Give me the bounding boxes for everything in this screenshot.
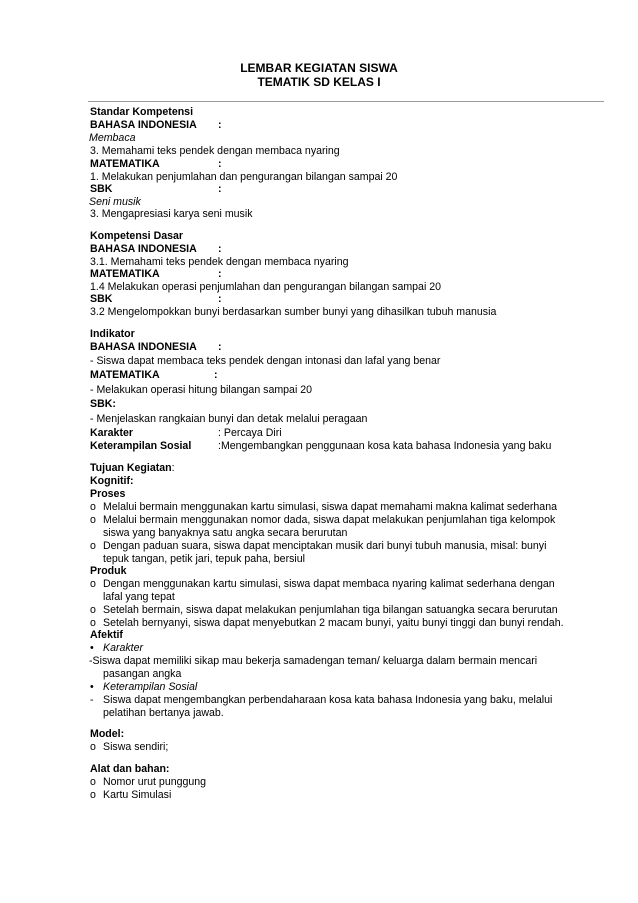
karakter-item-continued: pasangan angka — [103, 668, 182, 680]
circle-bullet-icon: o — [90, 514, 96, 526]
circle-bullet-icon: o — [90, 578, 96, 590]
ind-bi-item: Siswa dapat membaca teks pendek dengan intonasi dan lafal yang benar — [96, 355, 441, 367]
sk-mat-label: MATEMATIKA — [90, 158, 160, 170]
kd-sbk-label: SBK — [90, 293, 113, 305]
proses-item-continued: tepuk tangan, petik jari, tepuk paha, bersiul — [103, 553, 306, 565]
afektif-heading: Afektif — [90, 629, 123, 641]
karakter-label: Karakter — [90, 427, 133, 439]
kognitif-heading: Kognitif: — [90, 475, 134, 487]
kd-bi-colon: : — [218, 243, 222, 255]
sk-heading: Standar Kompetensi — [90, 106, 194, 118]
alat-heading: Alat dan bahan: — [90, 763, 170, 775]
sk-sbk-item: 3. Mengapresiasi karya seni musik — [90, 208, 253, 220]
dot-bullet-icon: • — [90, 681, 94, 693]
sk-bi-label: BAHASA INDONESIA — [90, 119, 197, 131]
kd-mat-label: MATEMATIKA — [90, 268, 160, 280]
kd-mat-colon: : — [218, 268, 222, 280]
ind-mat-label: MATEMATIKA — [90, 369, 160, 381]
ind-sbk-item: Menjelaskan rangkaian bunyi dan detak melalui peragaan — [96, 413, 368, 425]
circle-bullet-icon: o — [90, 540, 96, 552]
dot-bullet-icon: • — [90, 642, 94, 654]
model-item: Siswa sendiri; — [103, 741, 169, 753]
circle-bullet-icon: o — [90, 604, 96, 616]
sk-mat-item: 1. Melakukan penjumlahan dan pengurangan bilangan sampai 20 — [90, 171, 398, 183]
sosial-subheading: Keterampilan Sosial — [103, 681, 198, 693]
proses-heading: Proses — [90, 488, 126, 500]
model-heading: Model: — [90, 728, 125, 740]
ind-bi-label: BAHASA INDONESIA — [90, 341, 197, 353]
sk-bi-colon: : — [218, 119, 222, 131]
kd-bi-label: BAHASA INDONESIA — [90, 243, 197, 255]
ind-bi-colon: : — [218, 341, 222, 353]
proses-item: Melalui bermain menggunakan kartu simulasi, siswa dapat memahami makna kalimat sederhana — [103, 501, 557, 513]
produk-item: Setelah bernyanyi, siswa dapat menyebutkan 2 macam bunyi, yaitu bunyi tinggi dan bunyi rendah. — [103, 617, 564, 629]
page-subtitle: TEMATIK SD KELAS I — [257, 75, 381, 89]
sk-sbk-label: SBK — [90, 183, 113, 195]
alat-item: Kartu Simulasi — [103, 789, 172, 801]
indikator-heading: Indikator — [90, 328, 135, 340]
circle-bullet-icon: o — [90, 789, 96, 801]
circle-bullet-icon: o — [90, 776, 96, 788]
sosial-item-continued: pelatihan bertanya jawab. — [103, 707, 224, 719]
karakter-item: -Siswa dapat memiliki sikap mau bekerja samadengan teman/ keluarga dalam bermain mencari — [89, 655, 538, 667]
sk-mat-colon: : — [218, 158, 222, 170]
sk-sbk-sub: Seni musik — [89, 196, 141, 208]
page-title: LEMBAR KEGIATAN SISWA — [240, 61, 398, 75]
kd-bi-item: 3.1. Memahami teks pendek dengan membaca nyaring — [90, 256, 349, 268]
produk-item-continued: lafal yang tepat — [103, 591, 175, 603]
ind-mat-colon: : — [214, 369, 218, 381]
tujuan-heading: Tujuan Kegiatan — [90, 462, 172, 474]
header-divider — [88, 101, 604, 102]
sosial-label: Keterampilan Sosial — [90, 440, 192, 452]
produk-heading: Produk — [90, 565, 127, 577]
circle-bullet-icon: o — [90, 741, 96, 753]
alat-item: Nomor urut punggung — [103, 776, 207, 788]
sk-sbk-colon: : — [218, 183, 222, 195]
sosial-value: :Mengembangkan penggunaan kosa kata bahasa Indonesia yang baku — [218, 440, 552, 452]
dash-bullet: - — [90, 413, 94, 425]
proses-item: Melalui bermain menggunakan nomor dada, siswa dapat melakukan penjumlahan tiga kelompok — [103, 514, 556, 526]
sk-bi-item: 3. Memahami teks pendek dengan membaca nyaring — [90, 145, 340, 157]
sk-bi-sub: Membaca — [89, 132, 136, 144]
circle-bullet-icon: o — [90, 617, 96, 629]
karakter-value: : Percaya Diri — [218, 427, 282, 439]
kd-heading: Kompetensi Dasar — [90, 230, 184, 242]
kd-sbk-item: 3.2 Mengelompokkan bunyi berdasarkan sumber bunyi yang dihasilkan tubuh manusia — [90, 306, 497, 318]
kd-mat-item: 1.4 Melakukan operasi penjumlahan dan pengurangan bilangan sampai 20 — [90, 281, 442, 293]
proses-item: Dengan paduan suara, siswa dapat menciptakan musik dari bunyi tubuh manusia, misal: bunyi — [103, 540, 547, 552]
proses-item-continued: siswa yang banyaknya satu angka secara berurutan — [103, 527, 348, 539]
kd-sbk-colon: : — [218, 293, 222, 305]
produk-item: Dengan menggunakan kartu simulasi, siswa dapat membaca nyaring kalimat sederhana dengan — [103, 578, 555, 590]
dash-bullet: - — [90, 355, 94, 367]
circle-bullet-icon: o — [90, 501, 96, 513]
dash-bullet: - — [90, 694, 94, 706]
ind-sbk-label: SBK: — [90, 398, 116, 410]
tujuan-colon: : — [171, 462, 175, 474]
karakter-subheading: Karakter — [103, 642, 144, 654]
produk-item: Setelah bermain, siswa dapat melakukan penjumlahan tiga bilangan satuangka secara berurutan — [103, 604, 558, 616]
ind-mat-item: Melakukan operasi hitung bilangan sampai 20 — [96, 384, 313, 396]
sosial-item: Siswa dapat mengembangkan perbendaharaan kosa kata bahasa Indonesia yang baku, melalui — [103, 694, 553, 706]
dash-bullet: - — [90, 384, 94, 396]
